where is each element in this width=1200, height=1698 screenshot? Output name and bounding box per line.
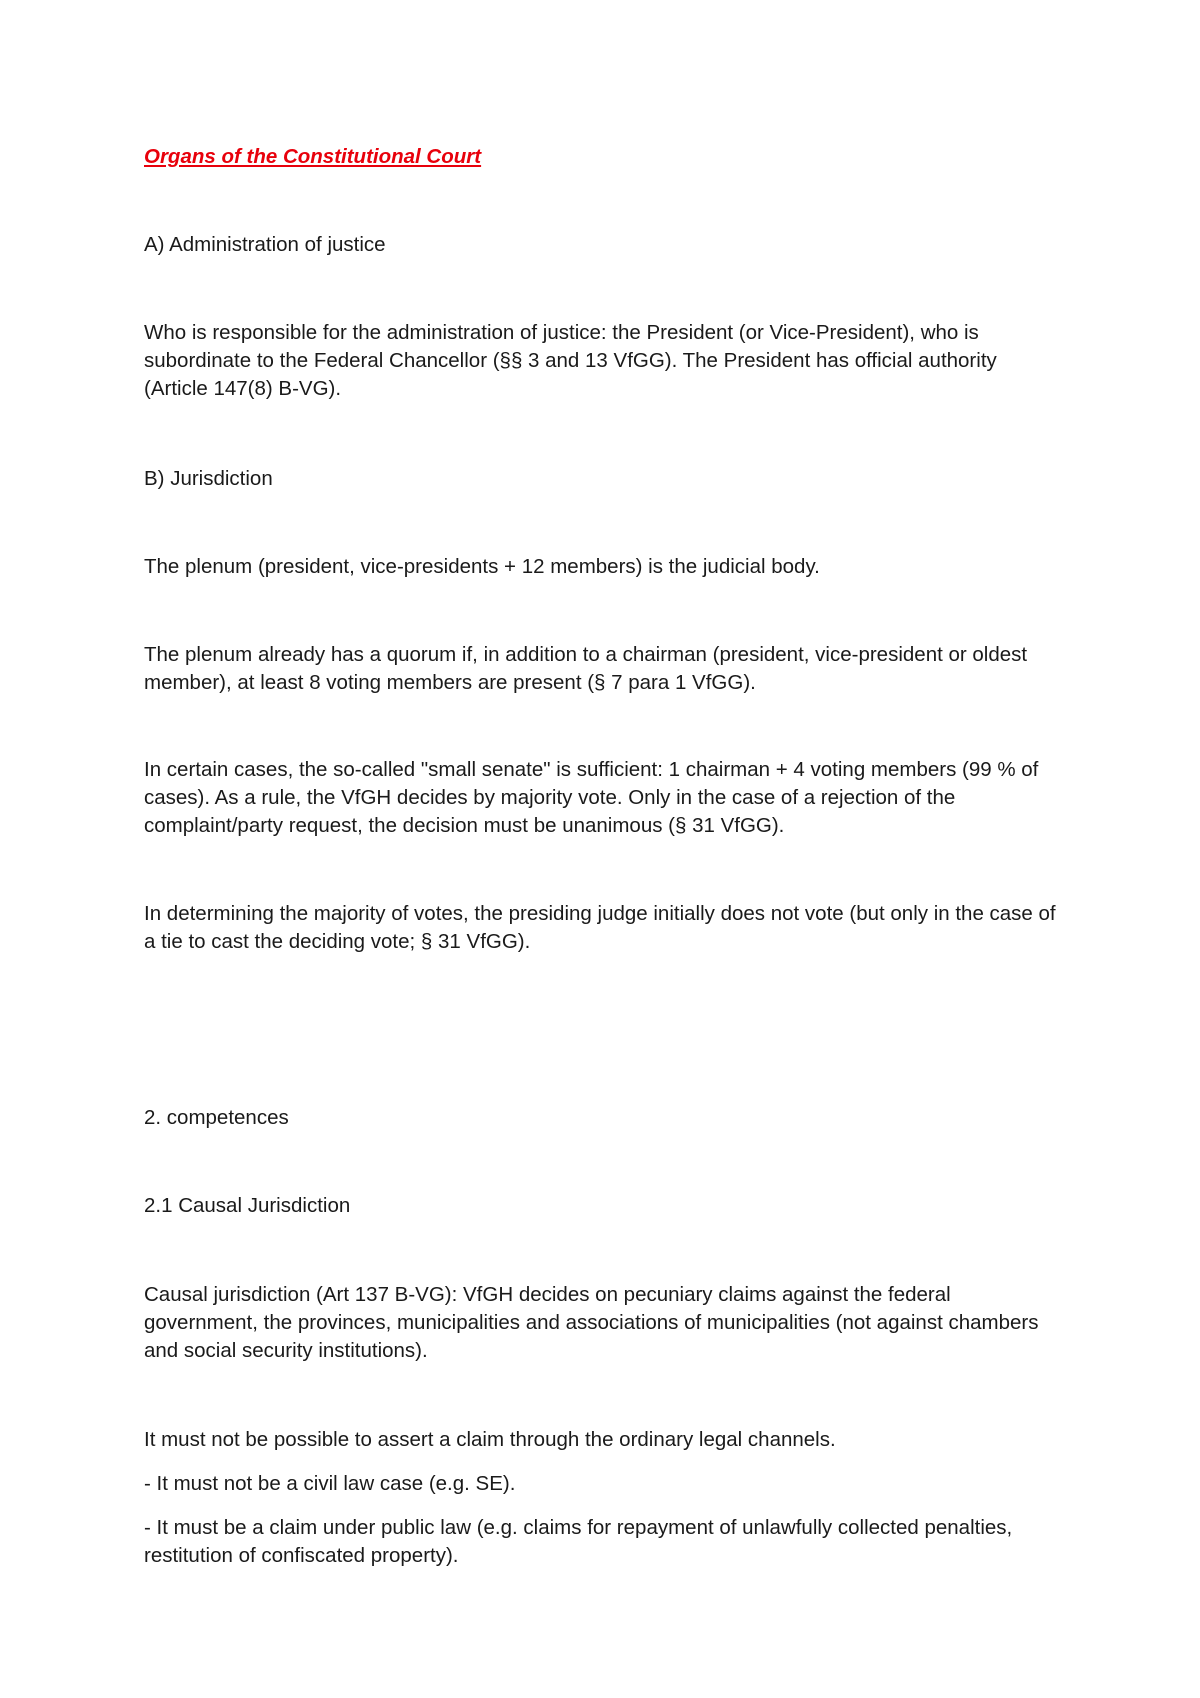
paragraph-small-senate: In certain cases, the so-called "small senate" is sufficient: 1 chairman + 4 voting members (99 % of cases). As a rule, the VfGH decides by majority vote. Only in the case of a rejection of the complaint/party request, the decision must be unanimous (§ 31 VfGG). bbox=[144, 758, 1039, 837]
paragraph-administration: Who is responsible for the administration of justice: the President (or Vice-President), who is subordinate to the Federal Chancellor (§§ 3 and 13 VfGG). The President has official authority (Article 147(8) B-VG). bbox=[144, 321, 997, 400]
heading-causal-jurisdiction: 2.1 Causal Jurisdiction bbox=[144, 1194, 351, 1217]
bullet-public-law: - It must be a claim under public law (e.g. claims for repayment of unlawfully collected penalties, restitution of confiscated property). bbox=[144, 1516, 1013, 1567]
paragraph-causal-jurisdiction: Causal jurisdiction (Art 137 B-VG): VfGH decides on pecuniary claims against the federal government, the provinces, municipalities and associations of municipalities (not against chambers and social security institutions). bbox=[144, 1283, 1039, 1362]
paragraph-quorum: The plenum already has a quorum if, in addition to a chairman (president, vice-president or oldest member), at least 8 voting members are present (§ 7 para 1 VfGG). bbox=[144, 643, 1028, 694]
heading-jurisdiction: B) Jurisdiction bbox=[144, 467, 273, 490]
paragraph-majority: In determining the majority of votes, the presiding judge initially does not vote (but only in the case of a tie to cast the deciding vote; § 31 VfGG). bbox=[144, 902, 1056, 953]
paragraph-ordinary-channels: It must not be possible to assert a claim through the ordinary legal channels. bbox=[144, 1428, 836, 1451]
bullet-civil-law: - It must not be a civil law case (e.g. SE). bbox=[144, 1472, 516, 1495]
paragraph-plenum: The plenum (president, vice-presidents + 12 members) is the judicial body. bbox=[144, 555, 820, 578]
document-title: Organs of the Constitutional Court bbox=[144, 145, 482, 168]
heading-administration: A) Administration of justice bbox=[144, 233, 386, 256]
heading-competences: 2. competences bbox=[144, 1106, 289, 1129]
